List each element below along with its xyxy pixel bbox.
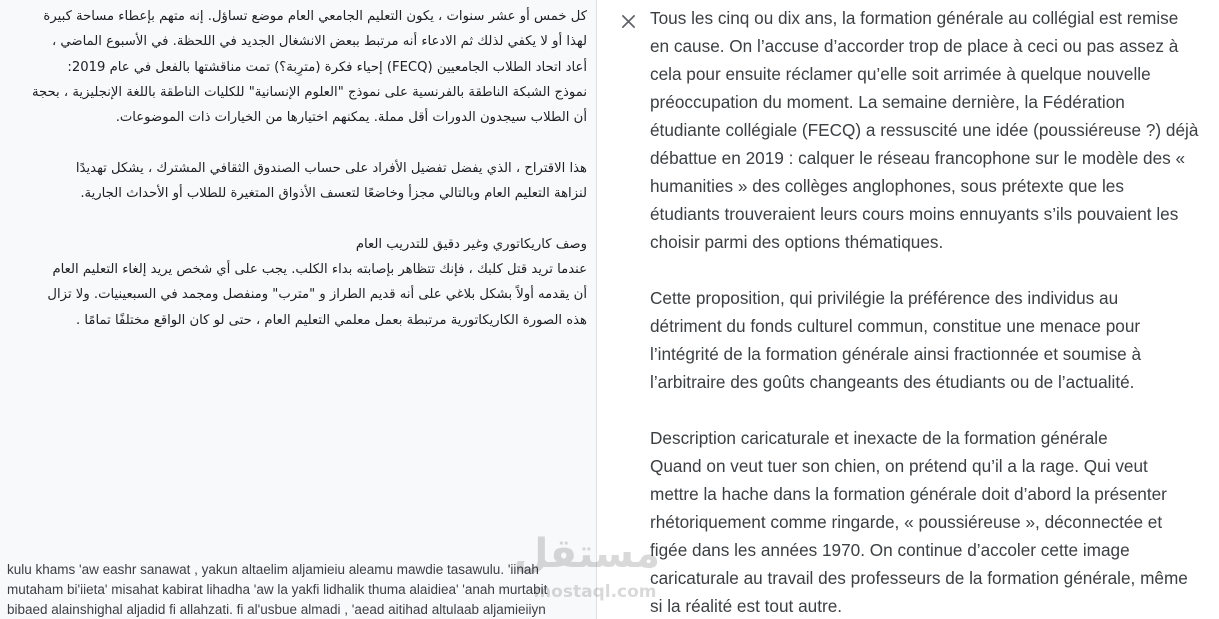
source-line: كل خمس أو عشر سنوات ، يكون التعليم الجامعي العام موضع تساؤل. إنه متهم بإعطاء مساحة كبيرة xyxy=(43,9,587,24)
translation-line: humanities » des collèges anglophones, sous prétexte que les xyxy=(650,176,1124,196)
transliteration-line: kulu khams 'aw eashr sanawat , yakun altaelim aljamieiu aleamu mawdie tasawulu. 'iinah xyxy=(7,562,539,577)
source-line: لهذا أو لا يكفي لذلك ثم الادعاء أنه مرتبط ببعض الانشغال الجديد في اللحظة. في الأسبوع الماضي ، xyxy=(51,34,587,50)
source-line: لنزاهة التعليم العام وبالتالي مجزأ وخاضعًا لتعسف الأذواق المتغيرة للطلاب أو الأحداث الجارية. xyxy=(80,186,587,202)
translation-line: mettre la hache dans la formation générale doit d’abord la présenter xyxy=(650,484,1167,504)
translation-line: Cette proposition, qui privilégie la préférence des individus au xyxy=(650,288,1119,308)
source-line: وصف كاريكاتوري وغير دقيق للتدريب العام xyxy=(355,236,587,252)
paragraph-gap xyxy=(40,206,587,231)
source-line: أعاد اتحاد الطلاب الجامعيين (FECQ) إحياء فكرة (مترِبة؟) تمت مناقشتها بالفعل في عام 2019: xyxy=(67,59,587,75)
source-transliteration xyxy=(7,560,587,619)
translation-line: Quand on veut tuer son chien, on prétend qu’il a la rage. Qui veut xyxy=(650,456,1148,476)
translation-line: détriment du fonds culturel commun, constitue une menace pour xyxy=(650,316,1141,336)
clear-source-button[interactable] xyxy=(618,10,638,32)
source-line: أن يقدمه أولاً بشكل بلاغي على أنه قديم الطراز و "مترب" ومنفصل ومجمد في السبعينيات. ولا تزال xyxy=(47,287,587,303)
paragraph-gap xyxy=(650,256,1215,284)
source-line: هذا الاقتراح ، الذي يفضل تفضيل الأفراد على حساب الصندوق الثقافي المشترك ، يشكل تهديدًا xyxy=(75,160,587,176)
translation-line: étudiants trouveraient leurs cours moins ennuyants s’ils pouvaient les xyxy=(650,204,1179,224)
translation-line: figée dans les années 1970. On continue d’accoler cette image xyxy=(650,540,1130,560)
source-line: نموذج الشبكة الناطقة بالفرنسية على نموذج "العلوم الإنسانية" للكليات الناطقة باللغة الإنجليزية ، بحجة xyxy=(31,84,587,100)
translation-line: étudiante collégiale (FECQ) a ressuscité une idée (poussiéreuse ?) déjà xyxy=(650,120,1199,140)
source-pane xyxy=(0,0,597,619)
paragraph-gap xyxy=(40,130,587,155)
translation-line: l’intégrité de la formation générale ainsi fractionnée et soumise à xyxy=(650,344,1142,364)
translation-line: choisir parmi des options thématiques. xyxy=(650,232,944,252)
translation-line: caricaturale au travail des professeurs de la formation générale, même xyxy=(650,568,1188,588)
transliteration-line: bibaed alainshighal aljadid fi allahzati. fi al'usbue almadi , 'aead aitihad altulaab aljamieiiyn xyxy=(7,602,546,617)
translation-line: Tous les cinq ou dix ans, la formation générale au collégial est remise xyxy=(650,8,1179,28)
translation-line: l’arbitraire des goûts changeants des étudiants ou de l’actualité. xyxy=(650,372,1135,392)
translation-line: en cause. On l’accuse d’accorder trop de place à ceci ou pas assez à xyxy=(650,36,1179,56)
translation-line: si la réalité est tout autre. xyxy=(650,596,843,616)
close-icon xyxy=(621,14,636,29)
source-arabic-text[interactable] xyxy=(31,4,587,333)
translation-line: cela pour ensuite réclamer qu’elle soit arrimée à quelque nouvelle xyxy=(650,64,1151,84)
translation-line: rhétoriquement comme ringarde, « poussiéreuse », déconnectée et xyxy=(650,512,1163,532)
source-line: هذه الصورة الكاريكاتورية مرتبطة بعمل معلمي التعليم العام ، حتى لو كان الواقع مختلفًا تمامًا . xyxy=(76,312,587,328)
paragraph-gap xyxy=(650,396,1215,424)
translation-line: préoccupation du moment. La semaine dernière, la Fédération xyxy=(650,92,1125,112)
transliteration-line: mutaham bi'iieta' misahat kabirat lihadha 'aw la yakfi lidhalik thuma alaidiea' 'anah murtabit xyxy=(7,582,548,597)
source-line: عندما تريد قتل كلبك ، فإنك تتظاهر بإصابته بداء الكلب. يجب على أي شخص يريد إلغاء التعليم العام xyxy=(52,261,587,277)
translation-line: débattue en 2019 : calquer le réseau francophone sur le modèle des « xyxy=(650,148,1186,168)
translation-text[interactable] xyxy=(650,4,1215,619)
translation-line: Description caricaturale et inexacte de la formation générale xyxy=(650,428,1108,448)
source-line: أن الطلاب سيجدون الدورات أقل مملة. يمكنهم اختيارها من الخيارات ذات الموضوعات. xyxy=(115,110,587,126)
